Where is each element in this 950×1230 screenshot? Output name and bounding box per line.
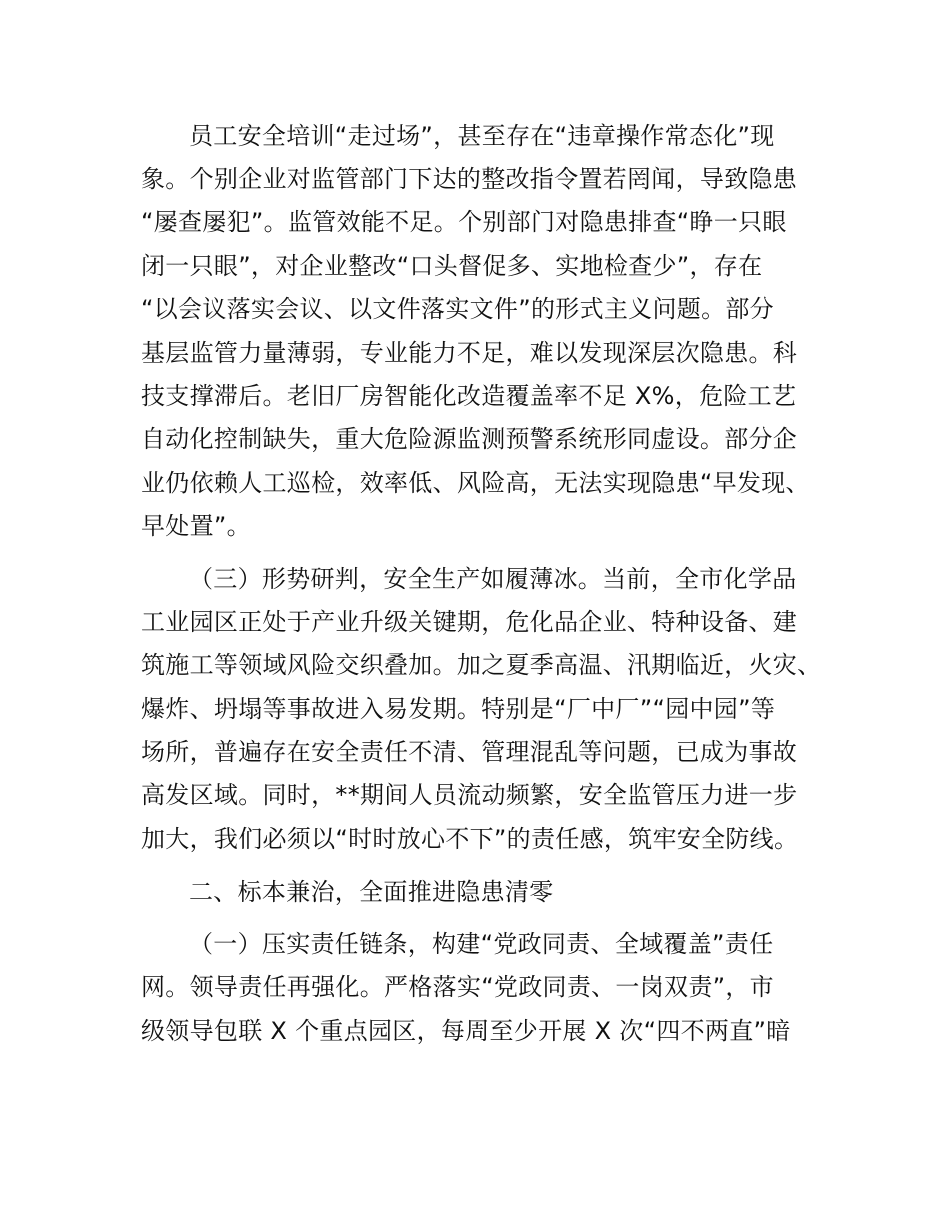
text-line: 工业园区正处于产业升级关键期，危化品企业、特种设备、建 [141, 608, 798, 636]
text-line: 爆炸、坍塌等事故进入易发期。特别是“厂中厂”“园中园”等 [141, 695, 776, 723]
text-line: 自动化控制缺失，重大危险源监测预警系统形同虚设。部分企 [141, 425, 798, 453]
text-line: 筑施工等领域风险交织叠加。加之夏季高温、汛期临近，火灾、 [141, 651, 822, 679]
text-line: 场所，普遍存在安全责任不清、管理混乱等问题，已成为事故 [141, 738, 798, 766]
text-line: 网。领导责任再强化。严格落实“党政同责、一岗双责”，市 [141, 973, 774, 1001]
text-line: 闭一只眼”，对企业整改“口头督促多、实地检查少”，存在 [141, 252, 763, 280]
text-line: 高发区域。同时，**期间人员流动频繁，安全监管压力进一步 [141, 781, 798, 809]
text-line: 象。个别企业对监管部门下达的整改指令置若罔闻，导致隐患 [141, 165, 798, 193]
paragraph-heading-line: （三）形势研判，安全生产如履薄冰。当前，全市化学品 [189, 565, 797, 593]
text-line: 加大，我们必须以“时时放心不下”的责任感，筑牢安全防线。 [141, 825, 799, 853]
text-line: 技支撑滞后。老旧厂房智能化改造覆盖率不足 X%，危险工艺 [141, 382, 797, 410]
text-line: 基层监管力量薄弱，专业能力不足，难以发现深层次隐患。科 [141, 339, 798, 367]
text-line: 早处置”。 [141, 512, 251, 540]
paragraph-heading-line: （一）压实责任链条，构建“党政同责、全域覆盖”责任 [189, 930, 774, 958]
text-line: 员工安全培训“走过场”，甚至存在“违章操作常态化”现 [189, 122, 775, 150]
text-line: “屡查屡犯”。监管效能不足。个别部门对隐患排查“睁一只眼 [141, 208, 787, 236]
text-line: 级领导包联 X 个重点园区，每周至少开展 X 次“四不两直”暗 [141, 1017, 791, 1045]
text-line: “以会议落实会议、以文件落实文件”的形式主义问题。部分 [141, 295, 774, 323]
section-heading: 二、标本兼治，全面推进隐患清零 [189, 878, 554, 906]
text-line: 业仍依赖人工巡检，效率低、风险高，无法实现隐患“早发现、 [141, 469, 810, 497]
